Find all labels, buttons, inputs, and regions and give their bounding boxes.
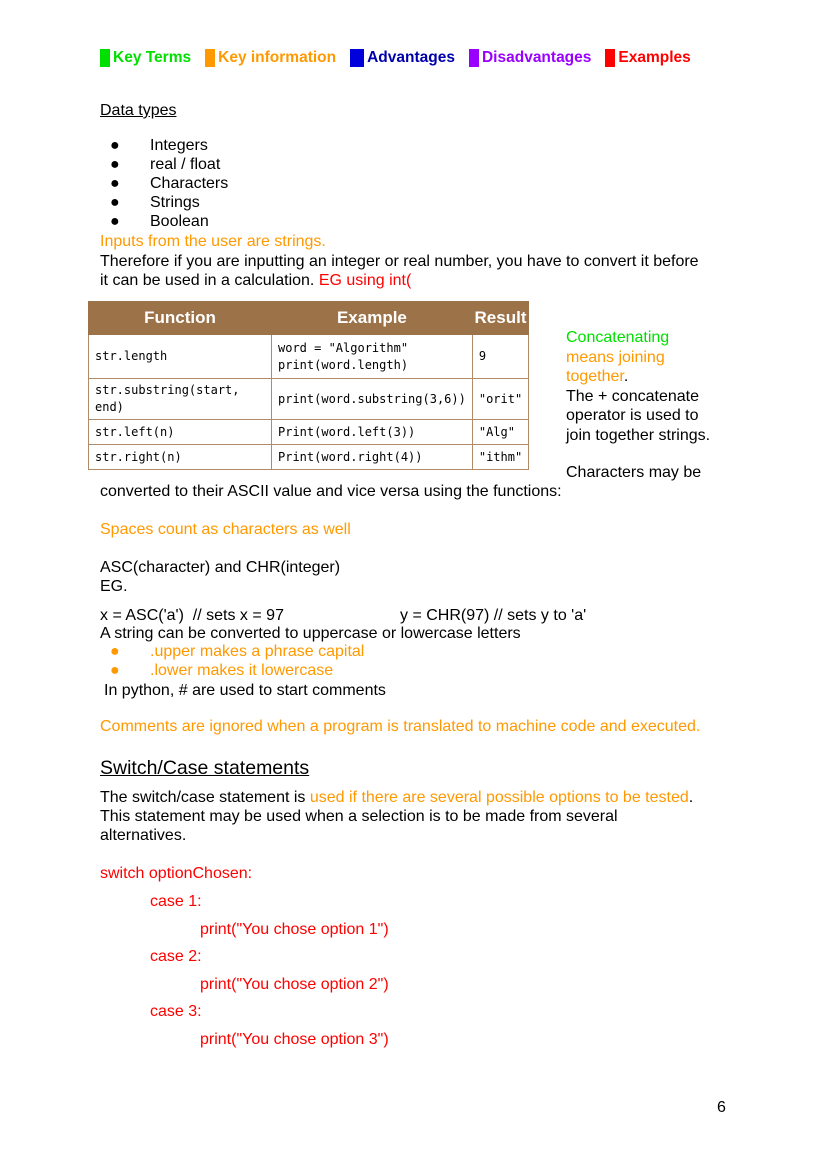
- bullet-icon: ●: [110, 194, 120, 211]
- bullet-icon: ●: [110, 175, 120, 192]
- item-text: Characters: [150, 175, 229, 192]
- cell: word = "Algorithm" print(word.length): [272, 335, 473, 379]
- legend-label: Disadvantages: [481, 49, 592, 66]
- text: .: [688, 789, 694, 806]
- paragraph: alternatives.: [100, 827, 187, 844]
- example-asc: x = ASC('a') // sets x = 97: [100, 607, 284, 624]
- page-number: 6: [717, 1099, 726, 1116]
- cell: str.length: [89, 335, 272, 379]
- swatch-icon: [469, 49, 479, 67]
- example-text: EG using int(: [318, 272, 412, 289]
- paragraph: converted to their ASCII value and vice versa using the functions:: [100, 483, 562, 500]
- item-text: .lower makes it lowercase: [150, 662, 334, 679]
- code-line: case 1:: [150, 893, 202, 910]
- header-result: Result: [472, 302, 528, 335]
- table-row: [89, 445, 529, 470]
- legend-label: Key information: [218, 49, 337, 66]
- paragraph: In python, # are used to start comments: [104, 682, 386, 699]
- table-row: [89, 379, 529, 420]
- code-line: print("You chose option 1"): [200, 921, 389, 938]
- swatch-icon: [205, 49, 215, 67]
- cell: str.right(n): [89, 445, 272, 470]
- table-header-row: [89, 302, 529, 335]
- code-line: print("You chose option 2"): [200, 976, 389, 993]
- concatenation-note: [566, 328, 726, 445]
- table-row: [89, 420, 529, 445]
- bullet-icon: ●: [110, 662, 120, 679]
- swatch-icon: [350, 49, 364, 67]
- legend-key-information: [205, 49, 336, 67]
- legend-advantages: [350, 49, 455, 67]
- legend-disadvantages: [469, 49, 591, 67]
- code-line: case 2:: [150, 948, 202, 965]
- header-example: Example: [272, 302, 473, 335]
- key-term: Concatenating: [566, 329, 670, 346]
- legend-label: Key Terms: [113, 49, 192, 66]
- legend-label: Examples: [618, 49, 691, 66]
- legend-examples: [605, 49, 690, 67]
- data-types-heading: Data types: [100, 102, 177, 119]
- swatch-icon: [100, 49, 110, 67]
- legend-label: Advantages: [367, 49, 455, 66]
- key-info: Spaces count as characters as well: [100, 521, 351, 538]
- item-text: .upper makes a phrase capital: [150, 643, 365, 660]
- swatch-icon: [605, 49, 615, 67]
- cell: str.left(n): [89, 420, 272, 445]
- item-text: Boolean: [150, 213, 209, 230]
- paragraph: Therefore if you are inputting an integer or real number, you have to convert it before: [100, 253, 699, 270]
- cell: Print(word.left(3)): [272, 420, 473, 445]
- cell: str.substring(start, end): [89, 379, 272, 420]
- cell: print(word.substring(3,6)): [272, 379, 473, 420]
- bullet-icon: ●: [110, 156, 120, 173]
- text: it can be used in a calculation.: [100, 272, 319, 289]
- paragraph: Characters may be: [566, 464, 702, 481]
- legend-key-terms: [100, 49, 191, 67]
- cell: Print(word.right(4)): [272, 445, 473, 470]
- paragraph: ASC(character) and CHR(integer): [100, 559, 341, 576]
- header-function: Function: [89, 302, 272, 335]
- paragraph: A string can be converted to uppercase or lowercase letters: [100, 625, 521, 642]
- code-line: switch optionChosen:: [100, 865, 253, 882]
- example-chr: y = CHR(97) // sets y to 'a': [400, 607, 587, 624]
- text: The + concatenate operator is used to join together strings.: [566, 387, 711, 444]
- paragraph: EG.: [100, 578, 128, 595]
- cell: "ithm": [472, 445, 528, 470]
- text: The switch/case statement is: [100, 789, 310, 806]
- key-info: means joining together: [566, 348, 665, 385]
- code-line: case 3:: [150, 1003, 202, 1020]
- paragraph: [100, 271, 411, 290]
- text: .: [623, 368, 629, 385]
- cell: 9: [472, 335, 528, 379]
- colour-legend: [100, 49, 691, 67]
- bullet-icon: ●: [110, 213, 120, 230]
- bullet-icon: ●: [110, 643, 120, 660]
- inputs-note: Inputs from the user are strings.: [100, 233, 326, 250]
- bullet-icon: ●: [110, 137, 120, 154]
- string-functions-table: [88, 301, 529, 470]
- paragraph: [100, 788, 693, 807]
- paragraph: This statement may be used when a selection is to be made from several: [100, 808, 618, 825]
- item-text: real / float: [150, 156, 221, 173]
- key-info: used if there are several possible options to be tested: [309, 789, 689, 806]
- cell: "Alg": [472, 420, 528, 445]
- key-info: Comments are ignored when a program is translated to machine code and executed.: [100, 718, 701, 735]
- cell: "orit": [472, 379, 528, 420]
- switch-case-heading: Switch/Case statements: [100, 757, 310, 779]
- code-line: print("You chose option 3"): [200, 1031, 389, 1048]
- table-row: [89, 335, 529, 379]
- item-text: Integers: [150, 137, 208, 154]
- item-text: Strings: [150, 194, 200, 211]
